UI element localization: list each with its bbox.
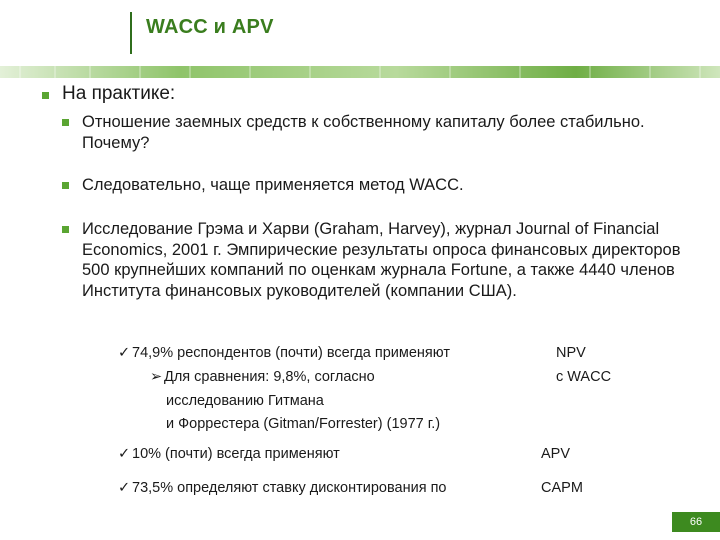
- sub-result-text: исследованию Гитмана: [166, 393, 324, 409]
- page-number: 66: [672, 512, 720, 532]
- sub-result-text: и Форрестера (Gitman/Forrester) (1977 г.): [166, 416, 441, 432]
- sub-result-row: [150, 369, 375, 385]
- result-method: NPV: [556, 345, 586, 361]
- list-item: Исследование Грэма и Харви (Graham, Harvey), журнал Journal of Financial Economics, 2001 г. Эмпирические результаты опроса финансовых директоров 500 крупнейших компаний по оценкам журнала Fortune, а также 4440 членов Института финансовых руководителей (компании США).: [82, 220, 681, 300]
- arrow-icon: ➢: [150, 369, 163, 385]
- bullet-icon: [62, 119, 69, 126]
- result-row: [118, 345, 450, 361]
- sub-result-text: Для сравнения: 9,8%, согласно: [164, 369, 375, 385]
- decorative-green-band: [0, 66, 720, 78]
- check-icon: ✓: [118, 480, 131, 496]
- result-method: APV: [541, 446, 571, 462]
- result-text: 73,5% определяют ставку дисконтирования по: [132, 480, 447, 496]
- check-icon: ✓: [118, 446, 131, 462]
- result-method: CAPM: [541, 480, 583, 496]
- result-method: с WACC: [556, 369, 612, 385]
- result-text: 74,9% респондентов (почти) всегда применяют: [132, 345, 450, 361]
- level1-heading: На практике:: [62, 83, 176, 104]
- result-row: [118, 446, 340, 462]
- bullet-icon: [62, 226, 69, 233]
- list-item: Следовательно, чаще применяется метод WACC.: [82, 176, 464, 194]
- title-divider: [130, 12, 132, 54]
- result-row: [118, 480, 447, 496]
- list-item: Отношение заемных средств к собственному капиталу более стабильно. Почему?: [82, 113, 645, 152]
- slide-title: WACC и APV: [146, 16, 274, 38]
- bullet-icon: [62, 182, 69, 189]
- check-icon: ✓: [118, 345, 131, 361]
- bullet-icon: [42, 92, 49, 99]
- result-text: 10% (почти) всегда применяют: [132, 446, 340, 462]
